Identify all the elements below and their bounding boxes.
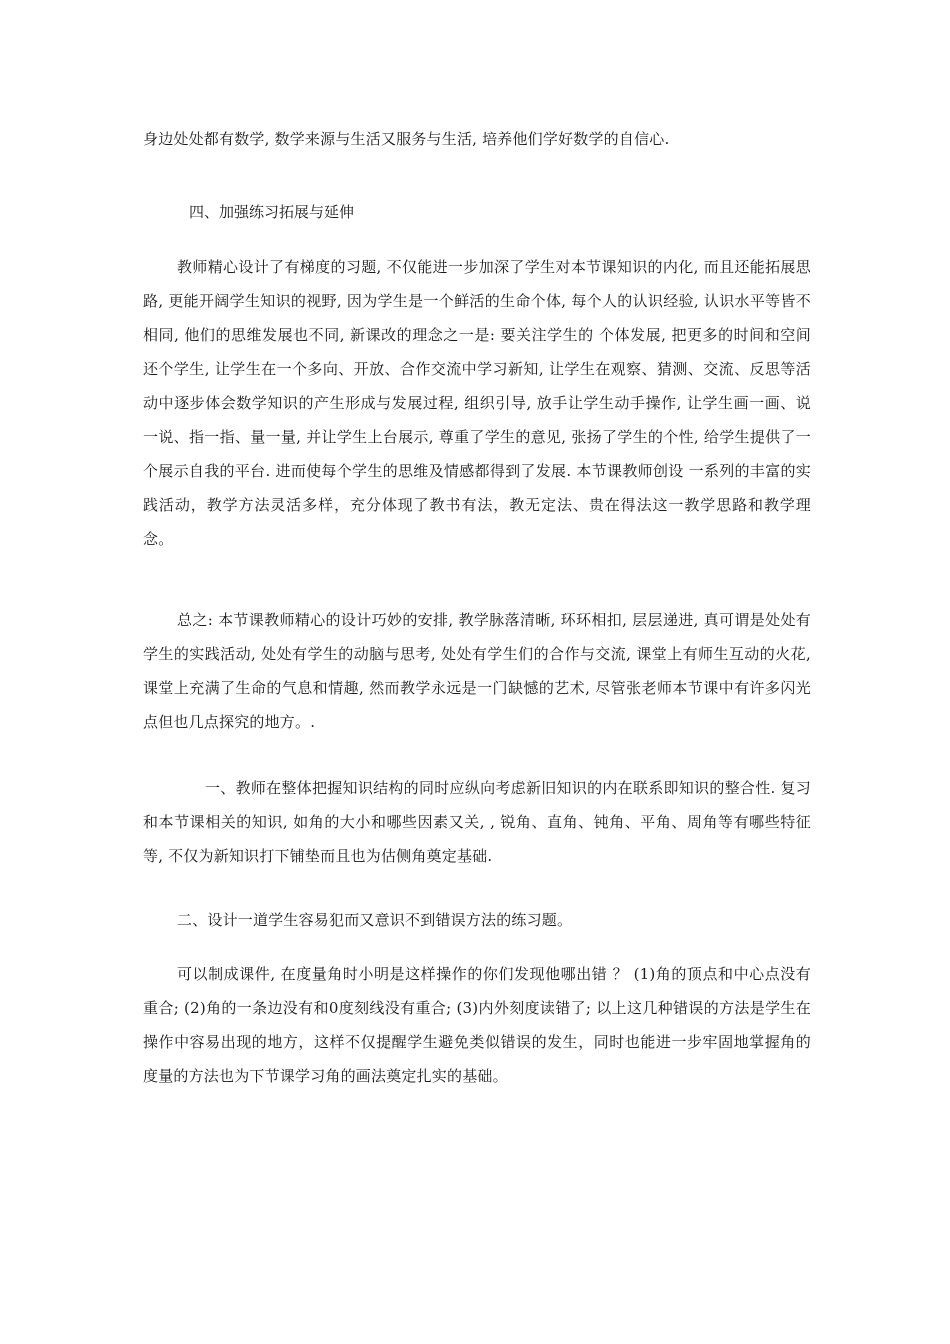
- practice-paragraph: 教师精心设计了有梯度的习题, 不仅能进一步加深了学生对本节课知识的内化, 而且还能拓展思路, 更能开阔学生知识的视野, 因为学生是一个鲜活的生命个体, 每个人的认识经验, 认识水平等皆不相同, 他们的思维发展也不同, 新课改的理念之一是: 要关注学生的 个体发展, 把更多的时间和空间还个学生, 让学生在一个多向、开放、合作交流中学习新知, 让学生在观察、猜测、交流、反思等活动中逐步体会数学知识的产生形成与发展过程, 组织引导, 放手让学生动手操作, 让学生画一画、说一说、指一指、量一量, 并让学生上台展示, 尊重了学生的意见, 张扬了学生的个性, 给学生提供了一个展示自我的平台. 进而使每个学生的思维及情感都得到了发展. 本节课教师创设 一系列的丰富的实践活动，教学方法灵活多样，充分体现了教书有法，教无定法、贵在得法这一教学思路和教学理念。: [143, 258, 811, 548]
- courseware-paragraph: 可以制成课件, 在度量角时小明是这样操作的你们发现他哪出错 ？ (1)角的顶点和中心点没有重合; (2)角的一条边没有和0度刻线没有重合; (3)内外刻度读错了; 以上这几种错误的方法是学生在操作中容易出现的地方，这样不仅提醒学生避免类似错误的发生，同时也能进一步牢固地掌握角的度量的方法也为下节课学习角的画法奠定扎实的基础。: [143, 965, 811, 1085]
- section-heading-four: 四、加强练习拓展与延伸: [189, 203, 355, 221]
- intro-paragraph: 身边处处都有数学, 数学来源与生活又服务与生活, 培养他们学好数学的自信心.: [143, 130, 670, 148]
- point-two-paragraph: 二、设计一道学生容易犯而又意识不到错误方法的练习题。: [177, 911, 573, 929]
- summary-paragraph: 总之: 本节课教师精心的设计巧妙的安排, 教学脉落清晰, 环环相扣, 层层递进, 真可谓是处处有学生的实践活动, 处处有学生的动脑与思考, 处处有学生们的合作与交流, 课堂上有师生互动的火花, 课堂上充满了生命的气息和情趣, 然而教学永远是一门缺憾的艺术, 尽管张老师本节课中有许多闪光点但也几点探究的地方。.: [143, 611, 811, 731]
- point-one-paragraph: 一、教师在整体把握知识结构的同时应纵向考虑新旧知识的内在联系即知识的整合性. 复习和本节课相关的知识, 如角的大小和哪些因素又关, , 锐角、直角、钝角、平角、周角等有哪些特征等, 不仅为新知识打下铺垫而且也为估侧角奠定基础.: [143, 779, 811, 865]
